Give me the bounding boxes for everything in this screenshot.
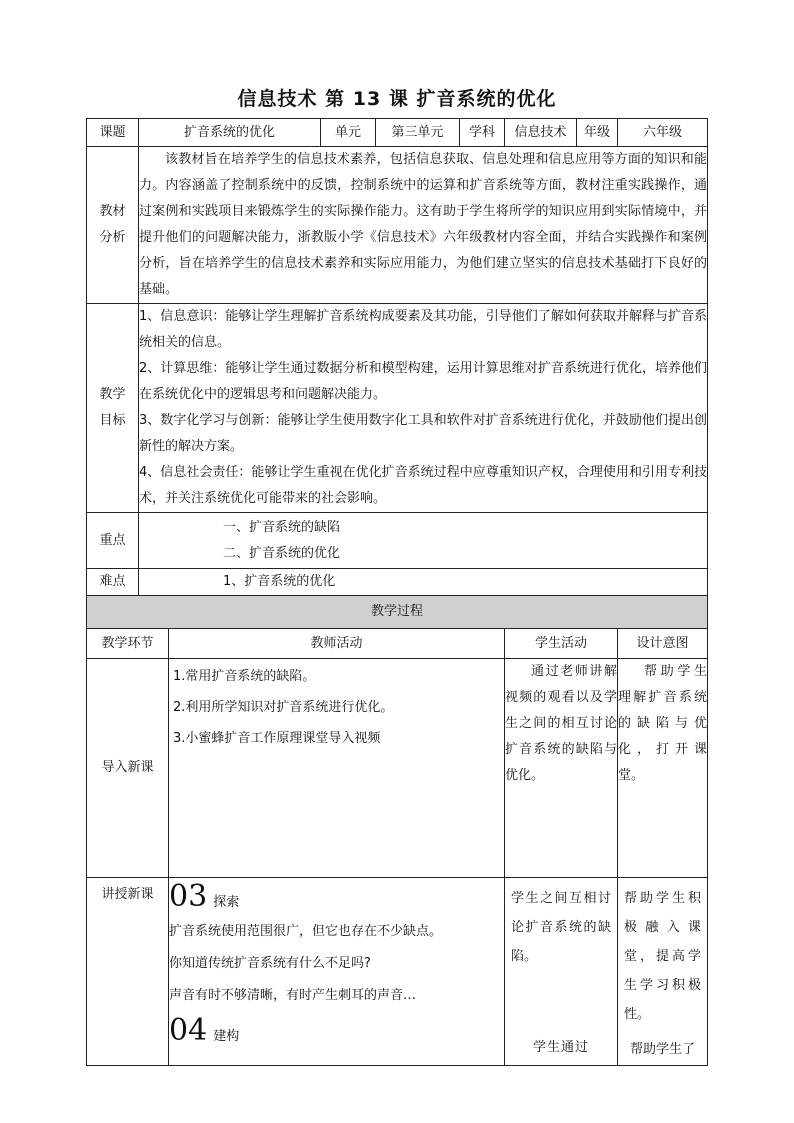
analysis-label-line1: 教材 [99, 204, 126, 219]
design-intent-teach-tail: 帮助学生了 [630, 1042, 696, 1057]
process-row-intro [87, 659, 708, 878]
process-header-row [87, 629, 708, 659]
grade-value: 六年级 [618, 119, 708, 147]
analysis-label [87, 147, 139, 304]
header-stage: 教学环节 [87, 629, 169, 659]
goal-item: 3、数字化学习与创新：能够让学生使用数字化工具和软件对扩音系统进行优化，并鼓励他们提出创新性的解决方案。 [139, 413, 708, 454]
key-points-list [139, 513, 708, 569]
explore-line: 扩音系统使用范围很广，但它也存在不少缺点。 [169, 924, 443, 939]
design-intent-teach-text: 帮助学生积极融入课堂，提高学生学习积极性。 [624, 891, 702, 1022]
document-title: 信息技术 第 13 课 扩音系统的优化 [237, 88, 557, 110]
difficulty-text: 1、扩音系统的优化 [139, 569, 708, 596]
teacher-item: 3.小蜜蜂扩音工作原理课堂导入视频 [173, 731, 381, 746]
student-activity-teach-text: 学生之间互相讨论扩音系统的缺陷。 [511, 891, 612, 964]
explore-line: 声音有时不够清晰，有时产生刺耳的声音… [169, 988, 417, 1003]
step-number-explore: 03 [169, 879, 208, 914]
step-number-construct: 04 [169, 1013, 208, 1048]
goal-item: 4、信息社会责任：能够让学生重视在优化扩音系统过程中应尊重知识产权，合理使用和引用专利技术，并关注系统优化可能带来的社会影响。 [139, 465, 708, 506]
unit-value: 第三单元 [376, 119, 460, 147]
step-label-explore: 探索 [213, 895, 240, 910]
difficulty-label: 难点 [87, 569, 139, 596]
header-intent: 设计意图 [618, 629, 708, 659]
goals-row [87, 304, 708, 513]
process-row-teach [87, 878, 708, 1066]
step-label-construct: 建构 [213, 1029, 240, 1044]
analysis-text: 该教材旨在培养学生的信息技术素养，包括信息获取、信息处理和信息应用等方面的知识和能力。内容涵盖了控制系统中的反馈，控制系统中的运算和扩音系统等方面，教材注重实践操作，通过案例和实践项目来锻炼学生的实际操作能力。这有助于学生将所学的知识应用到实际情境中，并提升他们的问题解决能力，浙教版小学《信息技术》六年级教材内容全面，并结合实践操作和案例分析，旨在培养学生的信息技术素养和实际应用能力，为他们建立坚实的信息技术基础打下良好的基础。 [139, 147, 708, 304]
header-student: 学生活动 [505, 629, 618, 659]
key-point-item: 二、扩音系统的优化 [223, 545, 341, 561]
lesson-plan-table [86, 118, 708, 1066]
step-construct [169, 1012, 504, 1050]
analysis-label-line2: 分析 [99, 230, 126, 245]
teacher-activity-intro [169, 659, 505, 878]
grade-label: 年级 [577, 119, 618, 147]
topic-label: 课题 [87, 119, 139, 147]
process-section-title: 教学过程 [87, 596, 708, 629]
key-point-item: 一、扩音系统的缺陷 [223, 519, 341, 535]
design-intent-teach [618, 878, 708, 1066]
analysis-row [87, 147, 708, 304]
goals-list [139, 304, 708, 513]
subject-label: 学科 [460, 119, 505, 147]
teacher-item: 1.常用扩音系统的缺陷。 [173, 669, 316, 684]
teacher-activity-teach [169, 878, 505, 1066]
info-row [87, 119, 708, 147]
student-activity-teach-tail: 学生通过 [533, 1040, 590, 1055]
student-activity-intro: 通过老师讲解视频的观看以及学生之间的相互讨论扩音系统的缺陷与优化。 [505, 659, 618, 878]
unit-label: 单元 [321, 119, 376, 147]
goals-label-line2: 目标 [99, 413, 126, 428]
topic-value: 扩音系统的优化 [139, 119, 321, 147]
step-explore [169, 878, 504, 916]
student-activity-teach [505, 878, 618, 1066]
process-section-row [87, 596, 708, 629]
header-teacher: 教师活动 [169, 629, 505, 659]
goal-item: 2、计算思维：能够让学生通过数据分析和模型构建，运用计算思维对扩音系统进行优化，培养他们在系统优化中的逻辑思考和问题解决能力。 [139, 361, 708, 402]
difficulty-row [87, 569, 708, 596]
stage-teach: 讲授新课 [87, 878, 169, 1066]
subject-value: 信息技术 [505, 119, 577, 147]
goals-label [87, 304, 139, 513]
stage-intro: 导入新课 [87, 659, 169, 878]
key-points-label: 重点 [87, 513, 139, 569]
design-intent-intro: 帮助学生理解扩音系统的缺陷与优化，打开课堂。 [618, 659, 708, 878]
teacher-item: 2.利用所学知识对扩音系统进行优化。 [173, 700, 394, 715]
key-points-row [87, 513, 708, 569]
goal-item: 1、信息意识：能够让学生理解扩音系统构成要素及其功能，引导他们了解如何获取并解释与扩音系统相关的信息。 [139, 309, 708, 350]
explore-line: 你知道传统扩音系统有什么不足吗? [169, 956, 371, 971]
goals-label-line1: 教学 [99, 387, 126, 402]
